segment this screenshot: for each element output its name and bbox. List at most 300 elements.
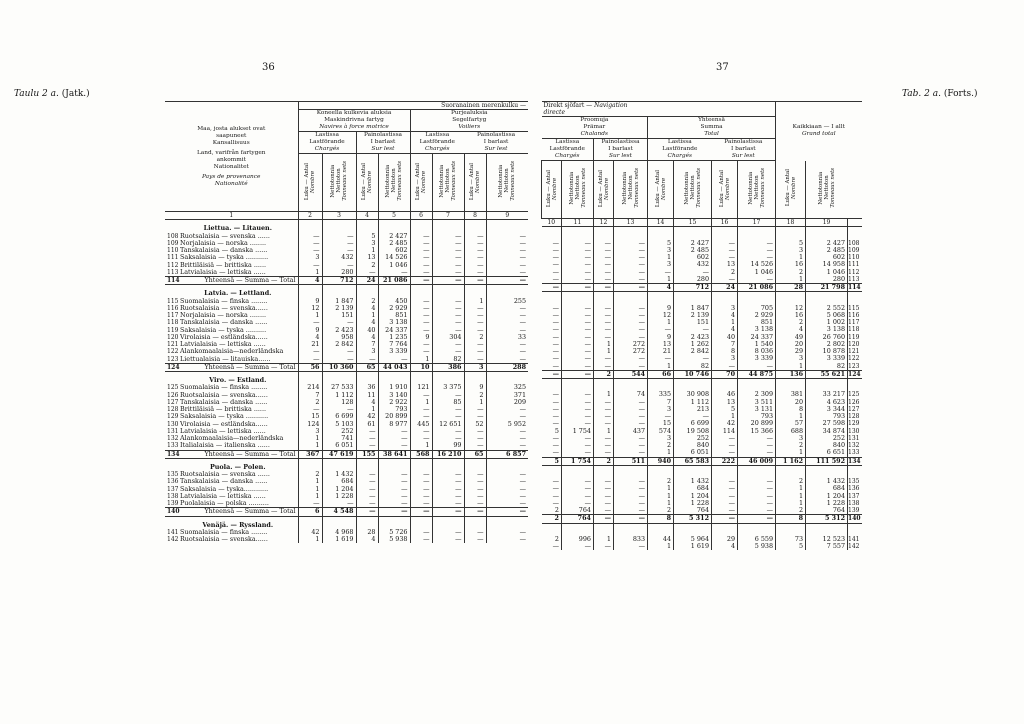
table-cell: — (486, 240, 528, 247)
table-cell: 2 139 (322, 305, 356, 312)
column-number: 5 (378, 212, 410, 220)
table-cell: 99 (432, 442, 464, 450)
table-cell: 82 (806, 363, 848, 371)
table-cell: 437 (614, 428, 648, 435)
table-cell: 1 204 (674, 493, 712, 500)
table-cell: 764 (674, 507, 712, 515)
row-number: 131 (167, 427, 179, 435)
table-cell: 574 (648, 428, 674, 435)
row-number: 130 (848, 428, 862, 435)
total-cell: 38 641 (378, 450, 410, 458)
table-cell: 1 204 (806, 493, 848, 500)
table-cell: 1 (648, 319, 674, 326)
table-cell: — (464, 486, 486, 493)
table-cell: 1 (410, 356, 432, 364)
table-cell: — (562, 485, 594, 492)
table-cell: 3 131 (738, 406, 776, 413)
table-cell: 252 (322, 428, 356, 435)
column-number: 11 (562, 219, 594, 227)
row-number: 119 (167, 326, 179, 334)
table-cell: — (378, 478, 410, 485)
table-cell: 5 (356, 233, 378, 240)
column-number: 2 (298, 212, 322, 220)
table-cell: 12 (648, 312, 674, 319)
table-cell: 82 (674, 363, 712, 371)
lastissa-fr: Chargés (424, 146, 450, 152)
table-cell: 833 (614, 536, 648, 543)
table-cell: 1 (776, 485, 806, 492)
row-number: 118 (848, 326, 862, 333)
column-number: 14 (648, 219, 674, 227)
row-label: Ruotsalaisia — svenska...... (177, 536, 298, 543)
total-cell: 568 (410, 450, 432, 458)
row-label: Saksalaisia — tyska ........... (177, 254, 298, 261)
table-cell: 1 (712, 319, 738, 326)
lastissa-fi: Lastissa (667, 139, 692, 145)
stub-line: Nationalité (214, 180, 248, 187)
table-cell: — (410, 428, 432, 435)
g4-line2: Summa (700, 124, 723, 130)
table-cell: — (738, 500, 776, 507)
table-cell: — (432, 392, 464, 399)
total-cell: 1 162 (776, 457, 806, 465)
total-cell: 47 619 (322, 450, 356, 458)
count-fr: Nombre (310, 170, 316, 193)
table-cell: 24 337 (738, 334, 776, 341)
table-cell: — (464, 478, 486, 485)
row-number: 123 (167, 355, 179, 363)
table-cell: — (562, 420, 594, 427)
row-number: 127 (848, 406, 862, 413)
row-number: 108 (167, 232, 179, 240)
table-cell: 4 (298, 334, 322, 341)
table-cell: — (712, 478, 738, 485)
table-cell: — (410, 406, 432, 413)
table-cell: — (594, 254, 614, 261)
section-spacer-row (542, 523, 1004, 536)
table-cell: — (552, 498, 559, 507)
table-cell: — (562, 478, 594, 485)
table-cell: 3 339 (806, 355, 848, 362)
ballast-fi: Painolastissa (601, 139, 640, 145)
row-number: 140 (848, 515, 861, 523)
table-cell: 40 (712, 334, 738, 341)
total-row (165, 277, 528, 285)
row-label: Tanskalaisia — danska ...... (177, 319, 298, 326)
table-cell: 304 (432, 334, 464, 341)
table-cell: — (356, 471, 378, 478)
table-cell: — (486, 442, 528, 450)
left-table-title (14, 89, 90, 99)
table-cell: — (464, 247, 486, 254)
table-cell: — (562, 406, 594, 413)
table-cell: 1 046 (378, 262, 410, 269)
table-cell: 57 (776, 420, 806, 427)
column-number: 4 (356, 212, 378, 220)
table-cell: — (464, 233, 486, 240)
total-header (648, 117, 776, 139)
table-cell: — (562, 442, 594, 449)
table-cell: — (378, 435, 410, 442)
table-cell: 7 557 (806, 543, 848, 550)
tonnage-sv: Nettoton (823, 175, 830, 201)
loaded-header (648, 139, 712, 161)
table-cell: — (552, 274, 559, 283)
table-cell: 82 (432, 356, 464, 364)
lastissa-sv: Lastförande (662, 146, 698, 152)
lastissa-fr: Chargés (314, 146, 340, 152)
table-cell: 5 103 (322, 421, 356, 428)
table-cell: 2 423 (674, 334, 712, 341)
tonnage-fr: Tonneaux nets (342, 161, 348, 202)
table-cell: — (674, 413, 712, 420)
table-cell: — (464, 319, 486, 326)
row-number: 138 (167, 492, 179, 500)
total-cell: 66 (648, 370, 674, 378)
table-cell: 9 (298, 327, 322, 334)
table-cell: 14 526 (738, 261, 776, 268)
row-number: 115 (848, 305, 862, 312)
table-cell: — (594, 312, 614, 319)
table-cell: 5 (776, 543, 806, 550)
table-cell: 851 (738, 319, 776, 326)
table-cell: 4 (356, 334, 378, 341)
table-cell: 684 (322, 478, 356, 485)
table-cell: — (552, 390, 559, 399)
table-cell: 14 958 (806, 261, 848, 268)
tonnage-fr: Tonneaux nets (695, 168, 702, 209)
row-number: 136 (848, 485, 862, 492)
row-number: 142 (848, 543, 862, 550)
row-label: Latvialaisia — lettiska ...... (177, 493, 298, 500)
table-cell: 128 (322, 399, 356, 406)
tonnage-fi: Nettotonnia (568, 171, 575, 205)
count-fi: Luku — Antal (718, 169, 725, 207)
table-cell: 12 523 (806, 536, 848, 543)
tonnage-sv: Nettoton (445, 169, 451, 194)
table-cell: — (738, 435, 776, 442)
table-cell: — (594, 500, 614, 507)
table-cell: — (486, 428, 528, 435)
row-label: Ruotsalaisia — svenska...... (177, 392, 298, 399)
g5-line2: Grand total (801, 131, 836, 138)
tonnage-fr: Tonneaux nets (633, 168, 640, 209)
tonnage-fi: Nettotonnia (330, 164, 336, 198)
table-cell: 151 (674, 319, 712, 326)
table-cell: 33 (486, 334, 528, 341)
total-cell: 10 (410, 363, 432, 371)
tonnage-label (818, 168, 836, 208)
total-row (542, 370, 1004, 378)
count-col-header (542, 161, 562, 219)
table-cell: — (738, 247, 776, 254)
table-cell: 6 051 (674, 449, 712, 457)
table-cell: 85 (432, 399, 464, 406)
total-cell: 65 583 (674, 457, 712, 465)
table-cell: — (552, 260, 559, 269)
table-cell: — (298, 233, 322, 240)
table-cell: 9 (648, 334, 674, 341)
table-cell: 34 874 (806, 428, 848, 435)
total-cell: — (594, 515, 614, 523)
table-cell: 2 (648, 442, 674, 449)
table-cell: — (464, 428, 486, 435)
table-cell: — (356, 493, 378, 500)
table-cell: 6 559 (738, 536, 776, 543)
table-cell: 7 (648, 399, 674, 406)
table-cell: 280 (674, 276, 712, 284)
tonnage-col-header (432, 154, 464, 212)
total-row (542, 284, 1004, 292)
table-cell: 793 (738, 413, 776, 420)
total-cell: 155 (356, 450, 378, 458)
row-number: 109 (167, 239, 179, 247)
row-label: Tanskalaisia — danska ...... (177, 247, 298, 254)
left-statistics-table (165, 101, 528, 543)
row-number: 141 (848, 536, 862, 543)
total-row (542, 457, 1004, 465)
table-cell: — (298, 348, 322, 355)
table-cell: — (712, 254, 738, 261)
table-cell: 1 754 (562, 428, 594, 435)
right-table-title (902, 89, 977, 99)
table-cell: — (594, 305, 614, 312)
row-number: 133 (167, 442, 179, 450)
table-cell: — (712, 276, 738, 284)
lastissa-fi: Lastissa (555, 139, 580, 145)
total-cell: — (378, 508, 410, 516)
table-cell: 2 922 (378, 399, 410, 406)
table-cell: — (322, 262, 356, 269)
loaded-header (410, 132, 464, 154)
table-cell: — (432, 240, 464, 247)
left-title-word: Taulu (14, 89, 40, 99)
table-cell: — (410, 529, 432, 536)
table-cell: 213 (674, 406, 712, 413)
right-page-number: 37 (716, 62, 729, 73)
table-cell: 996 (562, 536, 594, 543)
row-label: Puolalaisia — polska .......... (177, 500, 298, 508)
table-cell: 1 (356, 247, 378, 254)
table-cell: — (594, 399, 614, 406)
table-cell: — (464, 341, 486, 348)
table-cell: 73 (776, 536, 806, 543)
table-cell: 1 (776, 493, 806, 500)
table-cell: — (322, 356, 356, 364)
ballast-header (594, 139, 648, 161)
column-number: 12 (594, 219, 614, 227)
tonnage-label (569, 168, 587, 208)
table-cell: 3 (712, 305, 738, 312)
row-number: 132 (848, 442, 862, 449)
table-cell: 121 (410, 384, 432, 391)
table-cell: — (298, 356, 322, 364)
count-fi: Luku — Antal (304, 162, 310, 200)
table-cell: 1 (648, 276, 674, 284)
row-number: 139 (848, 507, 862, 515)
tonnage-col-header (738, 161, 776, 219)
table-cell: 1 112 (674, 399, 712, 406)
table-cell: — (486, 262, 528, 269)
table-cell: 602 (806, 254, 848, 261)
table-cell: 6 699 (674, 420, 712, 427)
row-label: Ruotsalaisia — svenska ...... (177, 233, 298, 240)
table-cell: — (410, 247, 432, 254)
table-cell: 445 (410, 421, 432, 428)
table-cell: 1 847 (674, 305, 712, 312)
table-cell: — (432, 254, 464, 261)
table-cell: 1 432 (322, 471, 356, 478)
table-cell: 1 (776, 363, 806, 371)
table-cell: — (562, 240, 594, 247)
column-number: 7 (432, 212, 464, 220)
table-cell: — (552, 354, 559, 363)
tonnage-label (385, 161, 403, 201)
table-cell: 684 (674, 485, 712, 492)
table-cell: 1 (648, 485, 674, 492)
table-cell: — (378, 493, 410, 500)
barges-header (542, 117, 648, 139)
tonnage-fr: Tonneaux nets (451, 161, 457, 202)
stub-line: Pays de provenance (202, 173, 261, 180)
table-cell: — (464, 442, 486, 450)
table-cell: 1 002 (806, 319, 848, 326)
table-cell: — (464, 254, 486, 261)
table-cell: 151 (322, 312, 356, 319)
total-cell: — (614, 515, 648, 523)
right-statistics-table (541, 101, 1004, 550)
table-cell: 2 (554, 506, 559, 514)
table-cell: — (464, 305, 486, 312)
table-cell: — (552, 477, 559, 485)
top-group-header: Suoranainen merenkulku — (298, 102, 528, 110)
table-cell: 5 952 (486, 421, 528, 428)
column-number: 10 (542, 219, 562, 227)
table-cell: — (614, 355, 648, 362)
table-cell: — (432, 471, 464, 478)
table-cell: — (322, 406, 356, 413)
g1-line1: Koneella kulkevia aluksia (316, 110, 392, 116)
ballast-header (464, 132, 528, 154)
table-cell: 3 140 (378, 392, 410, 399)
table-cell: 3 375 (432, 384, 464, 391)
row-number: 125 (167, 384, 179, 392)
table-cell: 19 508 (674, 428, 712, 435)
table-cell: 114 (712, 428, 738, 435)
table-cell: 24 337 (378, 327, 410, 334)
column-number: 15 (674, 219, 712, 227)
table-cell: 5 964 (674, 536, 712, 543)
total-cell: 386 (432, 363, 464, 371)
table-cell: — (410, 392, 432, 399)
table-cell: 6 051 (322, 442, 356, 450)
total-cell: — (562, 370, 594, 378)
table-cell: 1 (594, 391, 614, 398)
row-number: 116 (848, 312, 862, 319)
table-cell: — (712, 493, 738, 500)
count-fr: Nombre (475, 170, 481, 193)
total-cell: 712 (322, 277, 356, 285)
table-cell: 2 (298, 399, 322, 406)
total-cell: 21 798 (806, 284, 848, 292)
total-cell: — (464, 277, 486, 285)
table-cell: — (674, 269, 712, 276)
table-cell: 27 598 (806, 420, 848, 427)
table-cell: — (552, 397, 559, 406)
table-cell: — (432, 269, 464, 277)
table-cell: — (298, 240, 322, 247)
row-number: 137 (167, 485, 179, 493)
table-cell: 3 (298, 428, 322, 435)
row-number: 132 (167, 435, 179, 442)
table-cell: 432 (322, 254, 356, 261)
table-cell: 3 138 (806, 326, 848, 333)
loaded-header (298, 132, 356, 154)
row-label: Ruotsalaisia — svenska...... (177, 305, 298, 312)
table-cell: 20 899 (378, 413, 410, 420)
total-cell: 44 875 (738, 370, 776, 378)
table-cell: — (594, 247, 614, 254)
ballast-sv: I barlast (730, 146, 756, 152)
table-cell: 1 228 (322, 493, 356, 500)
table-cell: — (552, 238, 559, 247)
table-cell: 1 (298, 486, 322, 493)
total-cell: — (432, 277, 464, 285)
table-cell: 16 (776, 312, 806, 319)
row-number: 141 (167, 528, 179, 536)
total-cell: 28 (776, 284, 806, 292)
total-cell: 2 (594, 370, 614, 378)
g2-line3: Voiliers (458, 124, 481, 130)
table-cell: — (562, 261, 594, 268)
row-label: Suomalaisia — finska ........ (177, 298, 298, 305)
table-cell: 5 938 (378, 536, 410, 543)
table-cell: — (486, 348, 528, 355)
table-row (542, 543, 1004, 550)
table-cell: — (432, 428, 464, 435)
table-cell: 11 (356, 392, 378, 399)
row-number: 135 (848, 478, 862, 485)
column-number: 19 (806, 219, 848, 227)
table-cell: — (614, 442, 648, 449)
table-cell: 8 (776, 406, 806, 413)
table-cell: 2 (464, 392, 486, 399)
count-label (719, 170, 731, 207)
table-cell: — (594, 485, 614, 492)
table-cell: 793 (378, 406, 410, 413)
table-cell: 1 (464, 399, 486, 406)
table-cell: 1 (776, 500, 806, 507)
table-cell: — (486, 356, 528, 364)
table-cell: 4 (712, 543, 738, 550)
table-cell: 29 (776, 348, 806, 355)
stub-line: ankommit (216, 156, 246, 163)
table-cell: — (378, 269, 410, 277)
table-cell: 40 (356, 327, 378, 334)
total-cell: — (738, 515, 776, 523)
direct-navigation-header (542, 102, 648, 117)
table-cell: — (486, 529, 528, 536)
column-number: 16 (712, 219, 738, 227)
table-cell: 255 (486, 298, 528, 305)
table-cell: 3 511 (738, 399, 776, 406)
right-title-word: Tab. (902, 89, 922, 99)
table-cell: 4 (356, 399, 378, 406)
count-fi: Luku — Antal (415, 162, 421, 200)
table-cell: — (298, 319, 322, 326)
tonnage-sv: Nettoton (627, 176, 634, 201)
table-cell: — (464, 327, 486, 334)
